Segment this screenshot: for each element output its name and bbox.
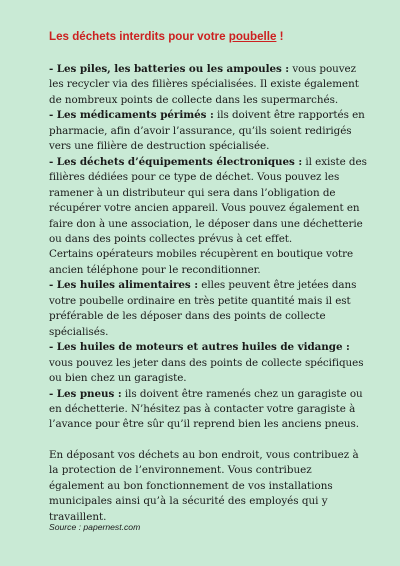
item-label: - Les déchets d’équipements électroniques : — [49, 155, 303, 168]
list-item-tires — [49, 387, 368, 433]
list-item-medicines — [49, 108, 368, 154]
list-item-batteries — [49, 62, 368, 108]
closing-paragraph: En déposant vos déchets au bon endroit, vous contribuez à la protection de l’environnement. Vous contribuez également au bon fonctionnement de vos installations municipales ainsi qu’à la sécurité des employés qui y travaillent. — [49, 448, 359, 523]
list-item-food-oils — [49, 278, 368, 340]
item-label: - Les huiles de moteurs et autres huiles de vidange : — [49, 341, 350, 354]
list-item-motor-oils — [49, 340, 368, 386]
item-label: - Les pneus : — [49, 387, 122, 400]
item-text: elles peuvent être jetées dans votre poubelle ordinaire en très petite quantité mais il est préférable de les déposer dans des points de collecte spécialisés. — [49, 279, 357, 338]
list-item-mobile-operators — [49, 247, 368, 278]
title-underlined-word: poubelle — [228, 30, 277, 43]
item-text: ils doivent être rapportés en pharmacie, afin d’avoir l’assurance, qu’ils soient redirigés vers une filière de destruction spécialisée. — [49, 109, 365, 153]
item-label: - Les huiles alimentaires : — [49, 279, 199, 292]
item-label: - Les piles, les batteries ou les ampoules : — [49, 63, 290, 75]
item-text: Certains opérateurs mobiles récupèrent en boutique votre ancien téléphone pour le reconditionner. — [49, 248, 354, 276]
page-title — [49, 30, 368, 44]
item-label: - Les médicaments périmés : — [49, 109, 214, 122]
item-text: vous pouvez les jeter dans des points de collecte spécifiques ou bien chez un garagiste. — [49, 356, 364, 385]
source-citation: Source : papernest.com — [49, 522, 141, 532]
title-prefix: Les déchets interdits pour votre — [49, 30, 229, 43]
item-text: ils doivent être ramenés chez un garagiste ou en déchetterie. N’hésitez pas à contacter votre garagiste à l’avance pour être sûr qu’il reprend bien les anciens pneus. — [49, 387, 363, 431]
item-text: il existe des filières dédiées pour ce type de déchet. Vous pouvez les ramener à un distributeur qui sera dans l’obligation de récupérer votre ancien appareil. Vous pouvez également en faire don à une association, le déposer dans une déchetterie ou dans des points collectes prévus à cet effet. — [49, 155, 367, 245]
title-suffix: ! — [276, 30, 284, 43]
waste-list — [49, 62, 368, 433]
item-text: vous pouvez les recycler via des filières spécialisées. Il existe également de nombreux points de collecte dans les supermarchés. — [49, 63, 359, 106]
list-item-electronics — [49, 155, 368, 248]
